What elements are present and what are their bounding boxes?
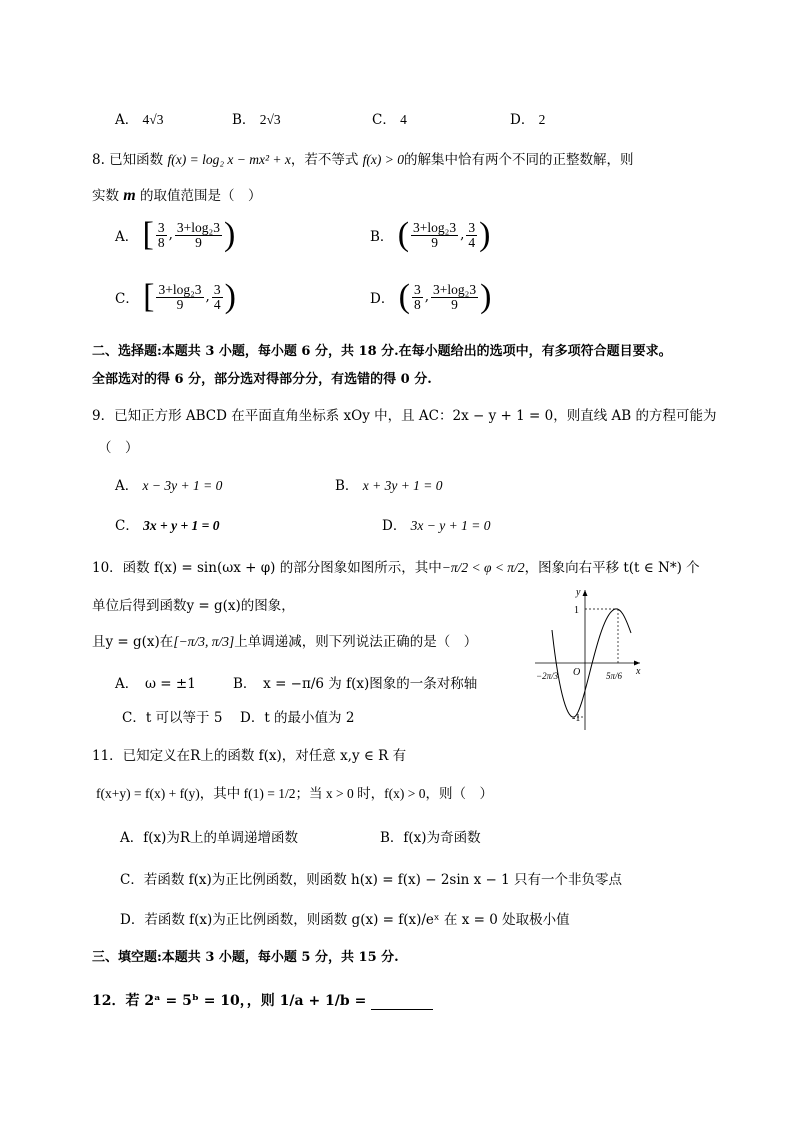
q10-line-2: 单位后得到函数y = g(x)的图象，: [92, 598, 295, 614]
q9-stem: 9．已知正方形 ABCD 在平面直角坐标系 xOy 中，且 AC：2x − y + 1 = 0，则直线 AB 的方程可能为: [92, 408, 717, 424]
q8-option-d: D． ( $\frac{3}{8}$ , $\frac{\text{3+log₂3}}{9}$ ): [370, 278, 492, 315]
q8-stem: 8. 已知函数 f(x) = log₂ x − mx² + x，若不等式 f(x) > 0的解集中恰有两个不同的正整数解，则: [92, 152, 634, 168]
q10-line-3: 且y = g(x)在[−π/3, π/3]上单调递减，则下列说法正确的是（ ）: [92, 634, 478, 650]
section-2-heading: 二、选择题:本题共 3 小题，每小题 6 分，共 18 分.在每小题给出的选项中，有多项符合题目要求。: [92, 344, 672, 359]
section-2-subheading: 全部选对的得 6 分，部分选对得部分分，有选错的得 0 分.: [92, 372, 432, 387]
q7-option-b: B． 2√3: [232, 112, 281, 128]
q11-option-b: B．f(x)为奇函数: [380, 830, 481, 846]
q10-stem: 10．函数 f(x) = sin(ωx + φ) 的部分图象如图所示，其中−π/2 < φ < π/2，图象向右平移 t(t ∈ N*) 个: [92, 560, 700, 576]
q12-answer-blank: [371, 995, 433, 1010]
q8-stem-2: 实数 m 的取值范围是（ ）: [92, 187, 262, 204]
q11-stem: 11．已知定义在R上的函数 f(x)，对任意 x,y ∈ R 有: [92, 748, 407, 764]
q11-option-d: D．若函数 f(x)为正比例函数，则函数 g(x) = f(x)/eˣ 在 x = 0 处取极小值: [120, 912, 570, 928]
q11-option-a: A．f(x)为R上的单调递增函数: [120, 830, 299, 846]
q7-option-a: A． 4√3: [115, 112, 164, 128]
x-axis-arrow: [634, 661, 640, 666]
origin-label: O: [573, 667, 581, 678]
q8-option-c: C． [ $\frac{\text{3+log₂3}}{9}$ , $\frac{3}{4}$ ): [115, 278, 236, 315]
q7-option-c: C． 4: [372, 112, 407, 128]
y-tick-1: 1: [574, 605, 579, 616]
y-tick-neg1: -1: [572, 713, 581, 724]
q9-option-b: B． x + 3y + 1 = 0: [335, 478, 443, 494]
q10-sine-graph: [530, 585, 670, 735]
y-axis-label: y: [576, 587, 581, 598]
q10-option-d: D．t 的最小值为 2: [240, 710, 355, 726]
q10-option-b: B． x = −π/6 为 f(x)图象的一条对称轴: [233, 676, 478, 692]
q9-paren: （ ）: [98, 440, 139, 456]
q9-option-d: D． 3x − y + 1 = 0: [382, 518, 491, 534]
x-tick-right: 5π/6: [606, 671, 623, 681]
x-tick-left: −2π/3: [536, 671, 559, 681]
q12: 12．若 2ᵃ = 5ᵇ = 10，，则 1/a + 1/b =: [92, 990, 433, 1010]
q9-option-c: C． 3x + y + 1 = 0: [115, 518, 220, 534]
q10-option-a: A． ω = ±1: [115, 676, 196, 692]
q11-option-c: C．若函数 f(x)为正比例函数，则函数 h(x) = f(x) − 2sin x − 1 只有一个非负零点: [120, 872, 623, 888]
y-axis-arrow: [583, 590, 588, 596]
q11-equation: f(x+y) = f(x) + f(y)，其中 f(1) = 1/2；当 x > 0 时，f(x) > 0，则（ ）: [96, 786, 493, 801]
q8-option-a: A． [ $\frac{3}{8}$ , $\frac{\text{3+log₂3}}{9}$ ): [115, 216, 236, 253]
q8-option-b: B． ( $\frac{\text{3+log₂3}}{9}$ , $\frac{3}{4}$ ): [370, 216, 491, 253]
section-3-heading: 三、填空题:本题共 3 小题，每小题 5 分，共 15 分.: [92, 950, 399, 965]
q9-option-a: A． x − 3y + 1 = 0: [115, 478, 223, 494]
q10-option-c: C．t 可以等于 5: [122, 710, 223, 726]
x-axis-label: x: [636, 666, 641, 677]
q7-option-d: D． 2: [510, 112, 546, 128]
